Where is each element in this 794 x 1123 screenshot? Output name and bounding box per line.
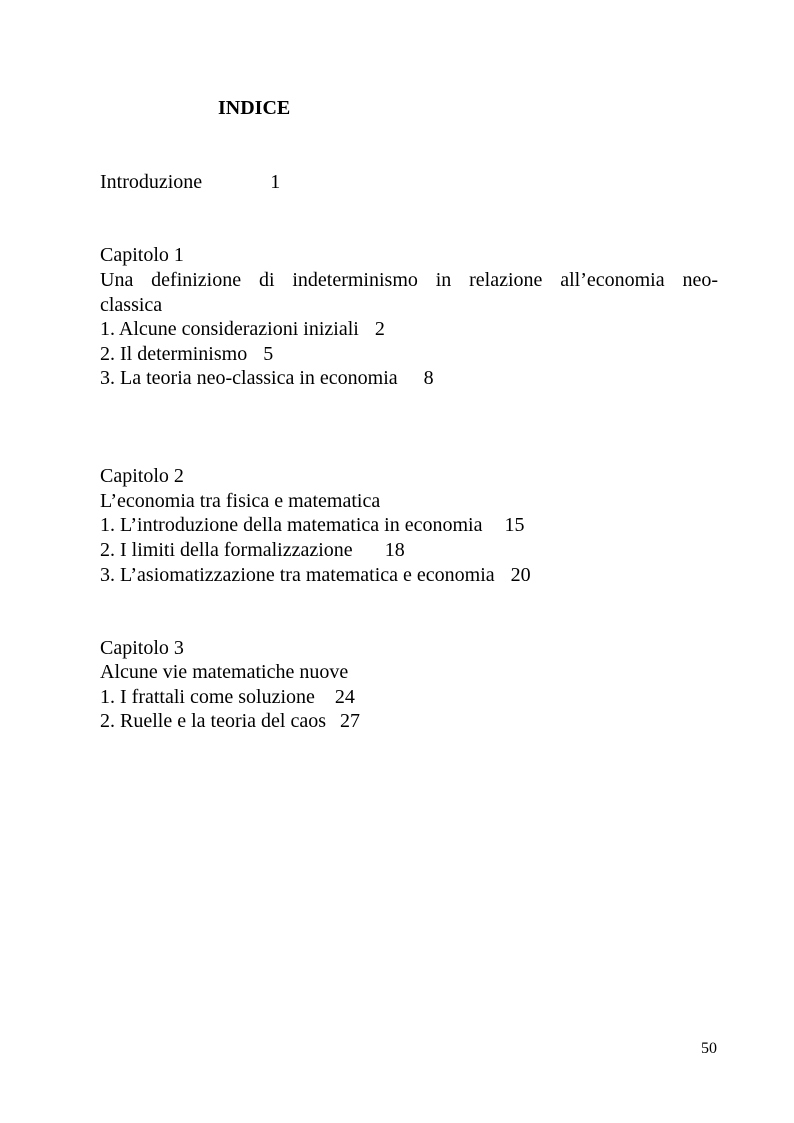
toc-entry-label: 3. L’asiomatizzazione tra matematica e economia bbox=[100, 564, 495, 586]
toc-entry bbox=[100, 563, 531, 587]
toc-entry bbox=[100, 317, 385, 341]
page-title: INDICE bbox=[218, 97, 291, 119]
toc-entry-page: 15 bbox=[504, 514, 525, 536]
toc-entry bbox=[100, 342, 273, 366]
toc-entry-page: 8 bbox=[423, 367, 434, 389]
toc-entry-page: 5 bbox=[263, 343, 274, 365]
toc-entry-label: 2. I limiti della formalizzazione bbox=[100, 539, 353, 561]
toc-entry-label: 1. Alcune considerazioni iniziali bbox=[100, 318, 359, 340]
toc-entry bbox=[100, 513, 524, 537]
toc-entry bbox=[100, 366, 434, 390]
toc-entry-page: 18 bbox=[384, 539, 405, 561]
toc-entry bbox=[100, 685, 355, 709]
toc-entry-label: 1. I frattali come soluzione bbox=[100, 686, 315, 708]
toc-entry bbox=[100, 709, 360, 733]
chapter-1-heading: Capitolo 1 bbox=[100, 244, 184, 266]
toc-entry-page: 1 bbox=[270, 171, 281, 193]
toc-entry-label: Introduzione bbox=[100, 171, 203, 193]
chapter-1-title-continued: classica bbox=[100, 294, 163, 316]
toc-entry-page: 27 bbox=[340, 710, 361, 732]
chapter-1-title: Una definizione di indeterminismo in relazione all’economia neo- bbox=[100, 269, 718, 291]
chapter-2-title: L’economia tra fisica e matematica bbox=[100, 490, 381, 512]
page-number: 50 bbox=[701, 1040, 717, 1057]
chapter-3-heading: Capitolo 3 bbox=[100, 637, 184, 659]
toc-entry bbox=[100, 538, 405, 562]
toc-entry-label: 2. Il determinismo bbox=[100, 343, 248, 365]
toc-entry-page: 20 bbox=[510, 564, 531, 586]
toc-entry-label: 2. Ruelle e la teoria del caos bbox=[100, 710, 327, 732]
chapter-2-heading: Capitolo 2 bbox=[100, 465, 184, 487]
toc-entry-page: 2 bbox=[374, 318, 385, 340]
toc-entry-introduzione bbox=[100, 170, 280, 194]
chapter-3-title: Alcune vie matematiche nuove bbox=[100, 661, 349, 683]
toc-entry-label: 1. L’introduzione della matematica in economia bbox=[100, 514, 483, 536]
toc-entry-label: 3. La teoria neo-classica in economia bbox=[100, 367, 398, 389]
toc-entry-page: 24 bbox=[334, 686, 355, 708]
